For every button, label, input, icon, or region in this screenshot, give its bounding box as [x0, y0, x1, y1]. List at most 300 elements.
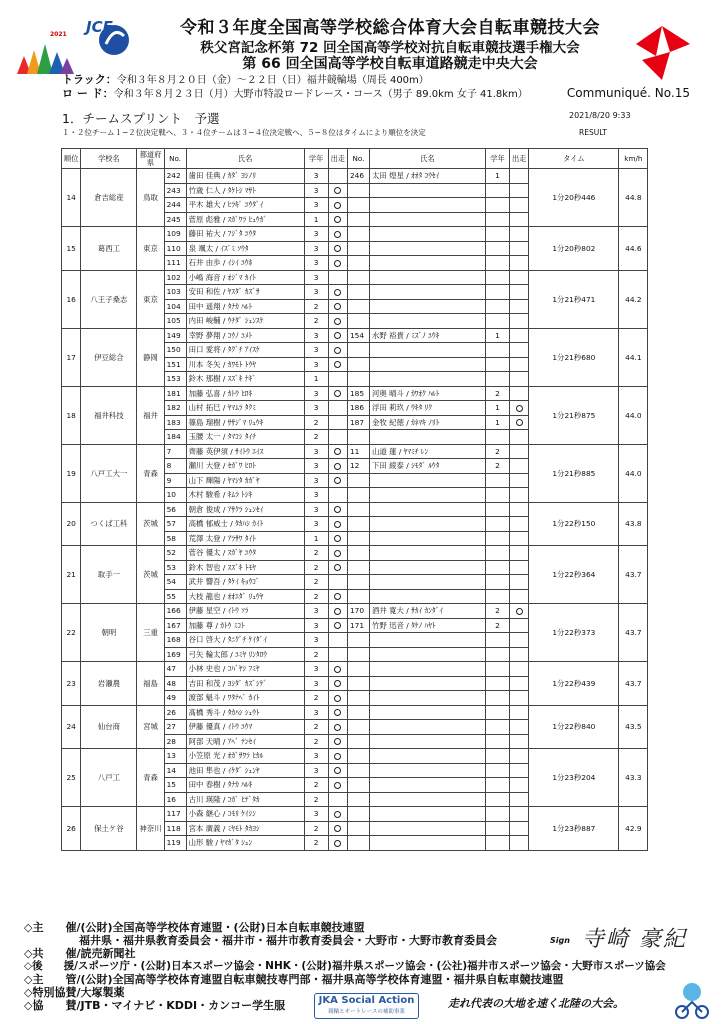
rider-number: 7	[164, 444, 186, 459]
rider-name: 菅原 彪雅 / ｽｶﾞﾜﾗ ﾋｭｳｶﾞ	[186, 212, 304, 227]
empty-cell	[509, 285, 528, 300]
rider-number: 110	[164, 241, 186, 256]
rider-name: 伊藤 星空 / ｲﾄｳ ｿﾗ	[186, 604, 304, 619]
rider-started	[328, 401, 347, 416]
table-row	[62, 270, 648, 285]
empty-cell	[347, 763, 369, 778]
col-start: 出走	[328, 149, 347, 169]
started-mark-icon	[516, 608, 523, 615]
team-school: 伊豆総合	[81, 328, 137, 386]
rider-grade: 3	[304, 270, 328, 285]
rider-name: 山村 拓巳 / ﾔﾏﾑﾗ ﾀｸﾐ	[186, 401, 304, 416]
empty-cell	[509, 691, 528, 706]
team-speed: 44.0	[619, 444, 648, 502]
rider-name: 菅谷 優太 / ｽｶﾞﾔ ﾕｳﾀ	[186, 546, 304, 561]
team-prefecture: 青森	[137, 749, 164, 807]
rider-grade: 2	[304, 734, 328, 749]
rider-number: 169	[164, 647, 186, 662]
rider-number: 168	[164, 633, 186, 648]
empty-cell	[485, 502, 509, 517]
team-school: 朝明	[81, 604, 137, 662]
empty-cell	[347, 691, 369, 706]
empty-cell	[369, 531, 485, 546]
started-mark-icon	[516, 405, 523, 412]
empty-cell	[485, 256, 509, 271]
rider-grade: 3	[304, 662, 328, 677]
empty-cell	[369, 691, 485, 706]
empty-cell	[485, 575, 509, 590]
empty-cell	[485, 198, 509, 213]
rider-name: 平木 雄大 / ﾋﾗｷﾞ ﾕｳﾀﾞｲ	[186, 198, 304, 213]
empty-cell	[369, 662, 485, 677]
rider-grade: 3	[304, 401, 328, 416]
started-mark-icon	[334, 231, 341, 238]
empty-cell	[509, 589, 528, 604]
empty-cell	[347, 256, 369, 271]
rider-started	[509, 415, 528, 430]
rider-started	[328, 357, 347, 372]
rider-number: 8	[164, 459, 186, 474]
track-label: トラック：	[62, 73, 117, 86]
rider-started	[328, 256, 347, 271]
rider-number: 149	[164, 328, 186, 343]
rider-grade: 2	[304, 299, 328, 314]
sponsor-line: ◇特別協賛/大塚製薬	[24, 986, 125, 999]
rider-number: 11	[347, 444, 369, 459]
rider-number: 10	[164, 488, 186, 503]
empty-cell	[369, 285, 485, 300]
empty-cell	[369, 560, 485, 575]
empty-cell	[347, 560, 369, 575]
table-row	[62, 328, 648, 343]
started-mark-icon	[334, 448, 341, 455]
team-school: 仙台商	[81, 705, 137, 749]
rider-name: 石井 由歩 / ｲｼｲ ﾕｳﾎ	[186, 256, 304, 271]
rider-name: 歯田 佳典 / ｶﾀﾞ ﾖｼﾉﾘ	[186, 169, 304, 184]
jka-logo	[314, 993, 419, 1019]
empty-cell	[485, 183, 509, 198]
started-mark-icon	[334, 550, 341, 557]
team-prefecture: 東京	[137, 227, 164, 271]
rider-grade: 3	[304, 604, 328, 619]
empty-cell	[485, 473, 509, 488]
empty-cell	[347, 836, 369, 851]
rider-grade: 3	[304, 357, 328, 372]
rider-grade: 2	[304, 314, 328, 329]
empty-cell	[347, 270, 369, 285]
rider-grade: 3	[304, 169, 328, 184]
rider-grade: 3	[304, 488, 328, 503]
started-mark-icon	[334, 608, 341, 615]
page-subtitle-1: 秩父宮記念杯第 72 回全国高等学校対抗自転車競技選手権大会	[200, 40, 580, 56]
empty-cell	[509, 647, 528, 662]
empty-cell	[369, 430, 485, 445]
empty-cell	[485, 270, 509, 285]
col-time: タイム	[529, 149, 619, 169]
rider-name: 荒澤 太登 / ｱﾗｻﾜ ﾀｲﾄ	[186, 531, 304, 546]
table-row	[62, 227, 648, 242]
empty-cell	[347, 299, 369, 314]
team-speed: 43.7	[619, 604, 648, 662]
rider-started	[328, 691, 347, 706]
rider-name: 伊藤 優真 / ｲﾄｳ ﾕｳﾏ	[186, 720, 304, 735]
empty-cell	[509, 734, 528, 749]
rider-number: 103	[164, 285, 186, 300]
team-prefecture: 静岡	[137, 328, 164, 386]
empty-cell	[485, 546, 509, 561]
rider-started	[509, 386, 528, 401]
team-school: 福井科技	[81, 386, 137, 444]
team-school: 八王子桑志	[81, 270, 137, 328]
empty-cell	[369, 763, 485, 778]
rider-grade: 3	[304, 618, 328, 633]
started-mark-icon	[334, 303, 341, 310]
started-mark-icon	[516, 419, 523, 426]
rider-number: 119	[164, 836, 186, 851]
rider-started	[328, 821, 347, 836]
rider-name: 古川 瑛隆 / ｺｶﾞ ﾋﾃﾞﾀｶ	[186, 792, 304, 807]
support-line: ◇後 援/スポーツ庁・(公財)日本スポーツ協会・NHK・(公財)福井県スポーツ協会・(公社)福井市スポーツ協会・大野市スポーツ協会	[24, 960, 666, 972]
empty-cell	[347, 546, 369, 561]
rider-name: 朝倉 俊成 / ｱｻｸﾗ ｼｭﾝｾｲ	[186, 502, 304, 517]
empty-cell	[509, 314, 528, 329]
jka-logo-sub: 競輪とオートレースの補助事業	[328, 1009, 405, 1015]
rider-grade: 2	[304, 647, 328, 662]
empty-cell	[347, 676, 369, 691]
empty-cell	[347, 792, 369, 807]
started-mark-icon	[334, 477, 341, 484]
team-rank: 15	[62, 227, 81, 271]
empty-cell	[347, 589, 369, 604]
rider-number: 49	[164, 691, 186, 706]
rider-started	[328, 386, 347, 401]
rider-started	[328, 618, 347, 633]
rider-started	[328, 241, 347, 256]
empty-cell	[485, 836, 509, 851]
team-prefecture: 東京	[137, 270, 164, 328]
empty-cell	[509, 546, 528, 561]
empty-cell	[485, 357, 509, 372]
empty-cell	[485, 343, 509, 358]
cosponsor-line: ◇協 賛/JTB・マイナビ・KDDI・カンコー学生服	[24, 999, 286, 1012]
rider-grade: 3	[304, 459, 328, 474]
empty-cell	[347, 198, 369, 213]
team-rank: 22	[62, 604, 81, 662]
empty-cell	[509, 212, 528, 227]
empty-cell	[347, 821, 369, 836]
team-prefecture: 鳥取	[137, 169, 164, 227]
empty-cell	[347, 343, 369, 358]
started-mark-icon	[334, 390, 341, 397]
rider-grade: 2	[485, 459, 509, 474]
empty-cell	[347, 647, 369, 662]
rider-started	[328, 560, 347, 575]
rider-started	[328, 763, 347, 778]
team-time: 1分21秒885	[529, 444, 619, 502]
started-mark-icon	[334, 622, 341, 629]
team-time: 1分22秒439	[529, 662, 619, 706]
rider-name: 小森 継心 / ｺﾓﾘ ｹｲｼﾝ	[186, 807, 304, 822]
team-prefecture: 福島	[137, 662, 164, 706]
rider-started	[328, 270, 347, 285]
empty-cell	[369, 198, 485, 213]
started-mark-icon	[334, 361, 341, 368]
started-mark-icon	[334, 289, 341, 296]
empty-cell	[347, 517, 369, 532]
started-mark-icon	[334, 724, 341, 731]
table-row	[62, 662, 648, 677]
empty-cell	[347, 778, 369, 793]
team-rank: 21	[62, 546, 81, 604]
rider-name: 鈴木 那樹 / ｽｽﾞｷ ﾅｷﾞ	[186, 372, 304, 387]
rider-grade: 2	[485, 604, 509, 619]
rider-started	[328, 343, 347, 358]
empty-cell	[509, 807, 528, 822]
empty-cell	[347, 720, 369, 735]
rider-name: 大枝 龍也 / ｵｵｴﾀﾞ ﾘｭｳﾔ	[186, 589, 304, 604]
empty-cell	[369, 357, 485, 372]
rider-name: 竹野 迅音 / ﾀｹﾉ ﾊﾔﾄ	[369, 618, 485, 633]
management-line: ◇主 管/(公財)全国高等学校体育連盟自転車競技専門部・福井県高等学校体育連盟・福井県自転車競技連盟	[24, 973, 564, 986]
empty-cell	[369, 343, 485, 358]
started-mark-icon	[334, 187, 341, 194]
rider-name: 武井 響吾 / ﾀｹｲ ｷｮｳｺﾞ	[186, 575, 304, 590]
rider-started	[328, 169, 347, 184]
empty-cell	[369, 473, 485, 488]
table-header-row	[62, 149, 648, 169]
empty-cell	[369, 676, 485, 691]
empty-cell	[485, 691, 509, 706]
team-prefecture: 茨城	[137, 502, 164, 546]
empty-cell	[347, 473, 369, 488]
rider-started	[328, 488, 347, 503]
team-rank: 17	[62, 328, 81, 386]
col-grade: 学年	[304, 149, 328, 169]
rider-name: 太田 煌星 / ｵｵﾀ ｺｳｾｲ	[369, 169, 485, 184]
rider-grade: 1	[485, 328, 509, 343]
rider-number: 102	[164, 270, 186, 285]
rider-number: 12	[347, 459, 369, 474]
rider-started	[328, 372, 347, 387]
started-mark-icon	[334, 825, 341, 832]
rider-started	[328, 430, 347, 445]
rider-started	[328, 575, 347, 590]
empty-cell	[485, 314, 509, 329]
rider-number: 15	[164, 778, 186, 793]
empty-cell	[347, 531, 369, 546]
rider-grade: 2	[304, 546, 328, 561]
rider-grade: 3	[304, 749, 328, 764]
empty-cell	[485, 720, 509, 735]
rider-started	[509, 328, 528, 343]
rider-number: 52	[164, 546, 186, 561]
empty-cell	[485, 430, 509, 445]
rider-name: 田中 遥翔 / ﾀﾅｶ ﾊﾙﾄ	[186, 299, 304, 314]
rider-started	[328, 778, 347, 793]
rider-started	[328, 531, 347, 546]
table-row	[62, 749, 648, 764]
rider-started	[328, 662, 347, 677]
empty-cell	[347, 212, 369, 227]
col-name: 氏名	[186, 149, 304, 169]
empty-cell	[485, 778, 509, 793]
empty-cell	[369, 589, 485, 604]
started-mark-icon	[334, 202, 341, 209]
rider-grade: 1	[485, 415, 509, 430]
team-school: 岩瀬農	[81, 662, 137, 706]
empty-cell	[485, 734, 509, 749]
empty-cell	[509, 560, 528, 575]
team-rank: 16	[62, 270, 81, 328]
rider-started	[328, 473, 347, 488]
rider-name: 玉腰 太一 / ﾀﾏｺｼ ﾀｲﾁ	[186, 430, 304, 445]
table-row	[62, 604, 648, 619]
empty-cell	[369, 633, 485, 648]
section-title: 1．チームスプリント 予選	[62, 111, 220, 126]
empty-cell	[509, 633, 528, 648]
team-rank: 23	[62, 662, 81, 706]
empty-cell	[369, 705, 485, 720]
team-prefecture: 茨城	[137, 546, 164, 604]
empty-cell	[369, 502, 485, 517]
empty-cell	[369, 212, 485, 227]
rider-name: 水野 裕貴 / ﾐｽﾞﾉ ﾕｳｷ	[369, 328, 485, 343]
empty-cell	[347, 662, 369, 677]
rider-grade: 3	[304, 473, 328, 488]
empty-cell	[485, 647, 509, 662]
empty-cell	[509, 430, 528, 445]
rider-started	[328, 415, 347, 430]
empty-cell	[509, 357, 528, 372]
started-mark-icon	[334, 680, 341, 687]
empty-cell	[509, 227, 528, 242]
rider-number: 151	[164, 357, 186, 372]
rider-started	[328, 227, 347, 242]
started-mark-icon	[334, 593, 341, 600]
rider-started	[328, 444, 347, 459]
rider-grade: 2	[304, 589, 328, 604]
empty-cell	[347, 227, 369, 242]
started-mark-icon	[334, 506, 341, 513]
started-mark-icon	[334, 695, 341, 702]
empty-cell	[509, 792, 528, 807]
rider-grade: 3	[304, 328, 328, 343]
rider-number: 109	[164, 227, 186, 242]
rider-name: 谷口 啓大 / ﾀﾆｸﾞﾁ ｹｲﾀﾞｲ	[186, 633, 304, 648]
started-mark-icon	[334, 521, 341, 528]
team-school: 倉吉総産	[81, 169, 137, 227]
rider-number: 28	[164, 734, 186, 749]
empty-cell	[485, 285, 509, 300]
empty-cell	[369, 256, 485, 271]
team-speed: 44.1	[619, 328, 648, 386]
team-rank: 26	[62, 807, 81, 851]
rider-started	[328, 807, 347, 822]
empty-cell	[485, 372, 509, 387]
rider-number: 154	[347, 328, 369, 343]
rider-started	[328, 734, 347, 749]
rider-started	[509, 444, 528, 459]
rider-name: 髙橋 秀斗 / ﾀｶﾊｼ ｼｭｳﾄ	[186, 705, 304, 720]
empty-cell	[347, 241, 369, 256]
rider-grade: 3	[304, 183, 328, 198]
empty-cell	[369, 836, 485, 851]
team-time: 1分21秒875	[529, 386, 619, 444]
empty-cell	[369, 749, 485, 764]
empty-cell	[347, 430, 369, 445]
empty-cell	[485, 633, 509, 648]
rider-name: 池田 隼也 / ｲｹﾀﾞ ｼｭﾝﾔ	[186, 763, 304, 778]
rider-number: 111	[164, 256, 186, 271]
road-detail: 令和３年８月２３日（月）大野市特設ロードレース・コース（男子 89.0km 女子 41.8km）	[113, 89, 528, 100]
team-time: 1分23秒887	[529, 807, 619, 851]
rider-grade: 3	[304, 256, 328, 271]
team-speed: 43.3	[619, 749, 648, 807]
empty-cell	[509, 821, 528, 836]
started-mark-icon	[334, 767, 341, 774]
empty-cell	[369, 720, 485, 735]
empty-cell	[347, 705, 369, 720]
team-speed: 44.0	[619, 386, 648, 444]
rider-grade: 2	[304, 560, 328, 575]
empty-cell	[509, 705, 528, 720]
started-mark-icon	[334, 840, 341, 847]
rider-name: 阿部 天晴 / ｱﾍﾞ ﾃﾝｾｲ	[186, 734, 304, 749]
rider-grade: 3	[304, 763, 328, 778]
rider-grade: 2	[485, 618, 509, 633]
rider-started	[328, 212, 347, 227]
rider-started	[328, 285, 347, 300]
empty-cell	[369, 227, 485, 242]
rider-started	[328, 836, 347, 851]
rider-started	[328, 546, 347, 561]
empty-cell	[347, 734, 369, 749]
empty-cell	[347, 314, 369, 329]
team-school: 八戸工	[81, 749, 137, 807]
rider-started	[328, 328, 347, 343]
rider-started	[509, 459, 528, 474]
rider-grade: 3	[304, 502, 328, 517]
rider-name: 下田 綾泰 / ｼﾓﾀﾞ ﾙｳﾀ	[369, 459, 485, 474]
rider-started	[328, 792, 347, 807]
rider-name: 幸野 夢翔 / ｺｳﾉ ﾕﾒﾄ	[186, 328, 304, 343]
rider-name: 山下 輝陽 / ﾔﾏｼﾀ ｶｶﾞﾔ	[186, 473, 304, 488]
empty-cell	[485, 589, 509, 604]
rider-grade: 1	[304, 212, 328, 227]
team-rank: 18	[62, 386, 81, 444]
road-label: ロ ー ド：	[62, 87, 114, 100]
empty-cell	[369, 807, 485, 822]
rider-grade: 1	[304, 372, 328, 387]
empty-cell	[369, 314, 485, 329]
rider-name: 泉 颯太 / ｲｽﾞﾐ ｿｳﾀ	[186, 241, 304, 256]
empty-cell	[485, 792, 509, 807]
rider-name: 弓矢 輪太郎 / ﾕﾐﾔ ﾘﾝﾀﾛｳ	[186, 647, 304, 662]
started-mark-icon	[334, 245, 341, 252]
col-no-sub: No.	[347, 149, 369, 169]
empty-cell	[485, 227, 509, 242]
rider-name: 小嶋 海音 / ｵｼﾞﾏ ｶｲﾄ	[186, 270, 304, 285]
rider-number: 56	[164, 502, 186, 517]
rider-number: 48	[164, 676, 186, 691]
rider-name: 渡部 魁斗 / ﾜﾀﾅﾍﾞ ｶｲﾄ	[186, 691, 304, 706]
rider-started	[328, 517, 347, 532]
empty-cell	[485, 299, 509, 314]
rider-number: 187	[347, 415, 369, 430]
empty-cell	[509, 241, 528, 256]
empty-cell	[485, 531, 509, 546]
team-time: 1分22秒150	[529, 502, 619, 546]
